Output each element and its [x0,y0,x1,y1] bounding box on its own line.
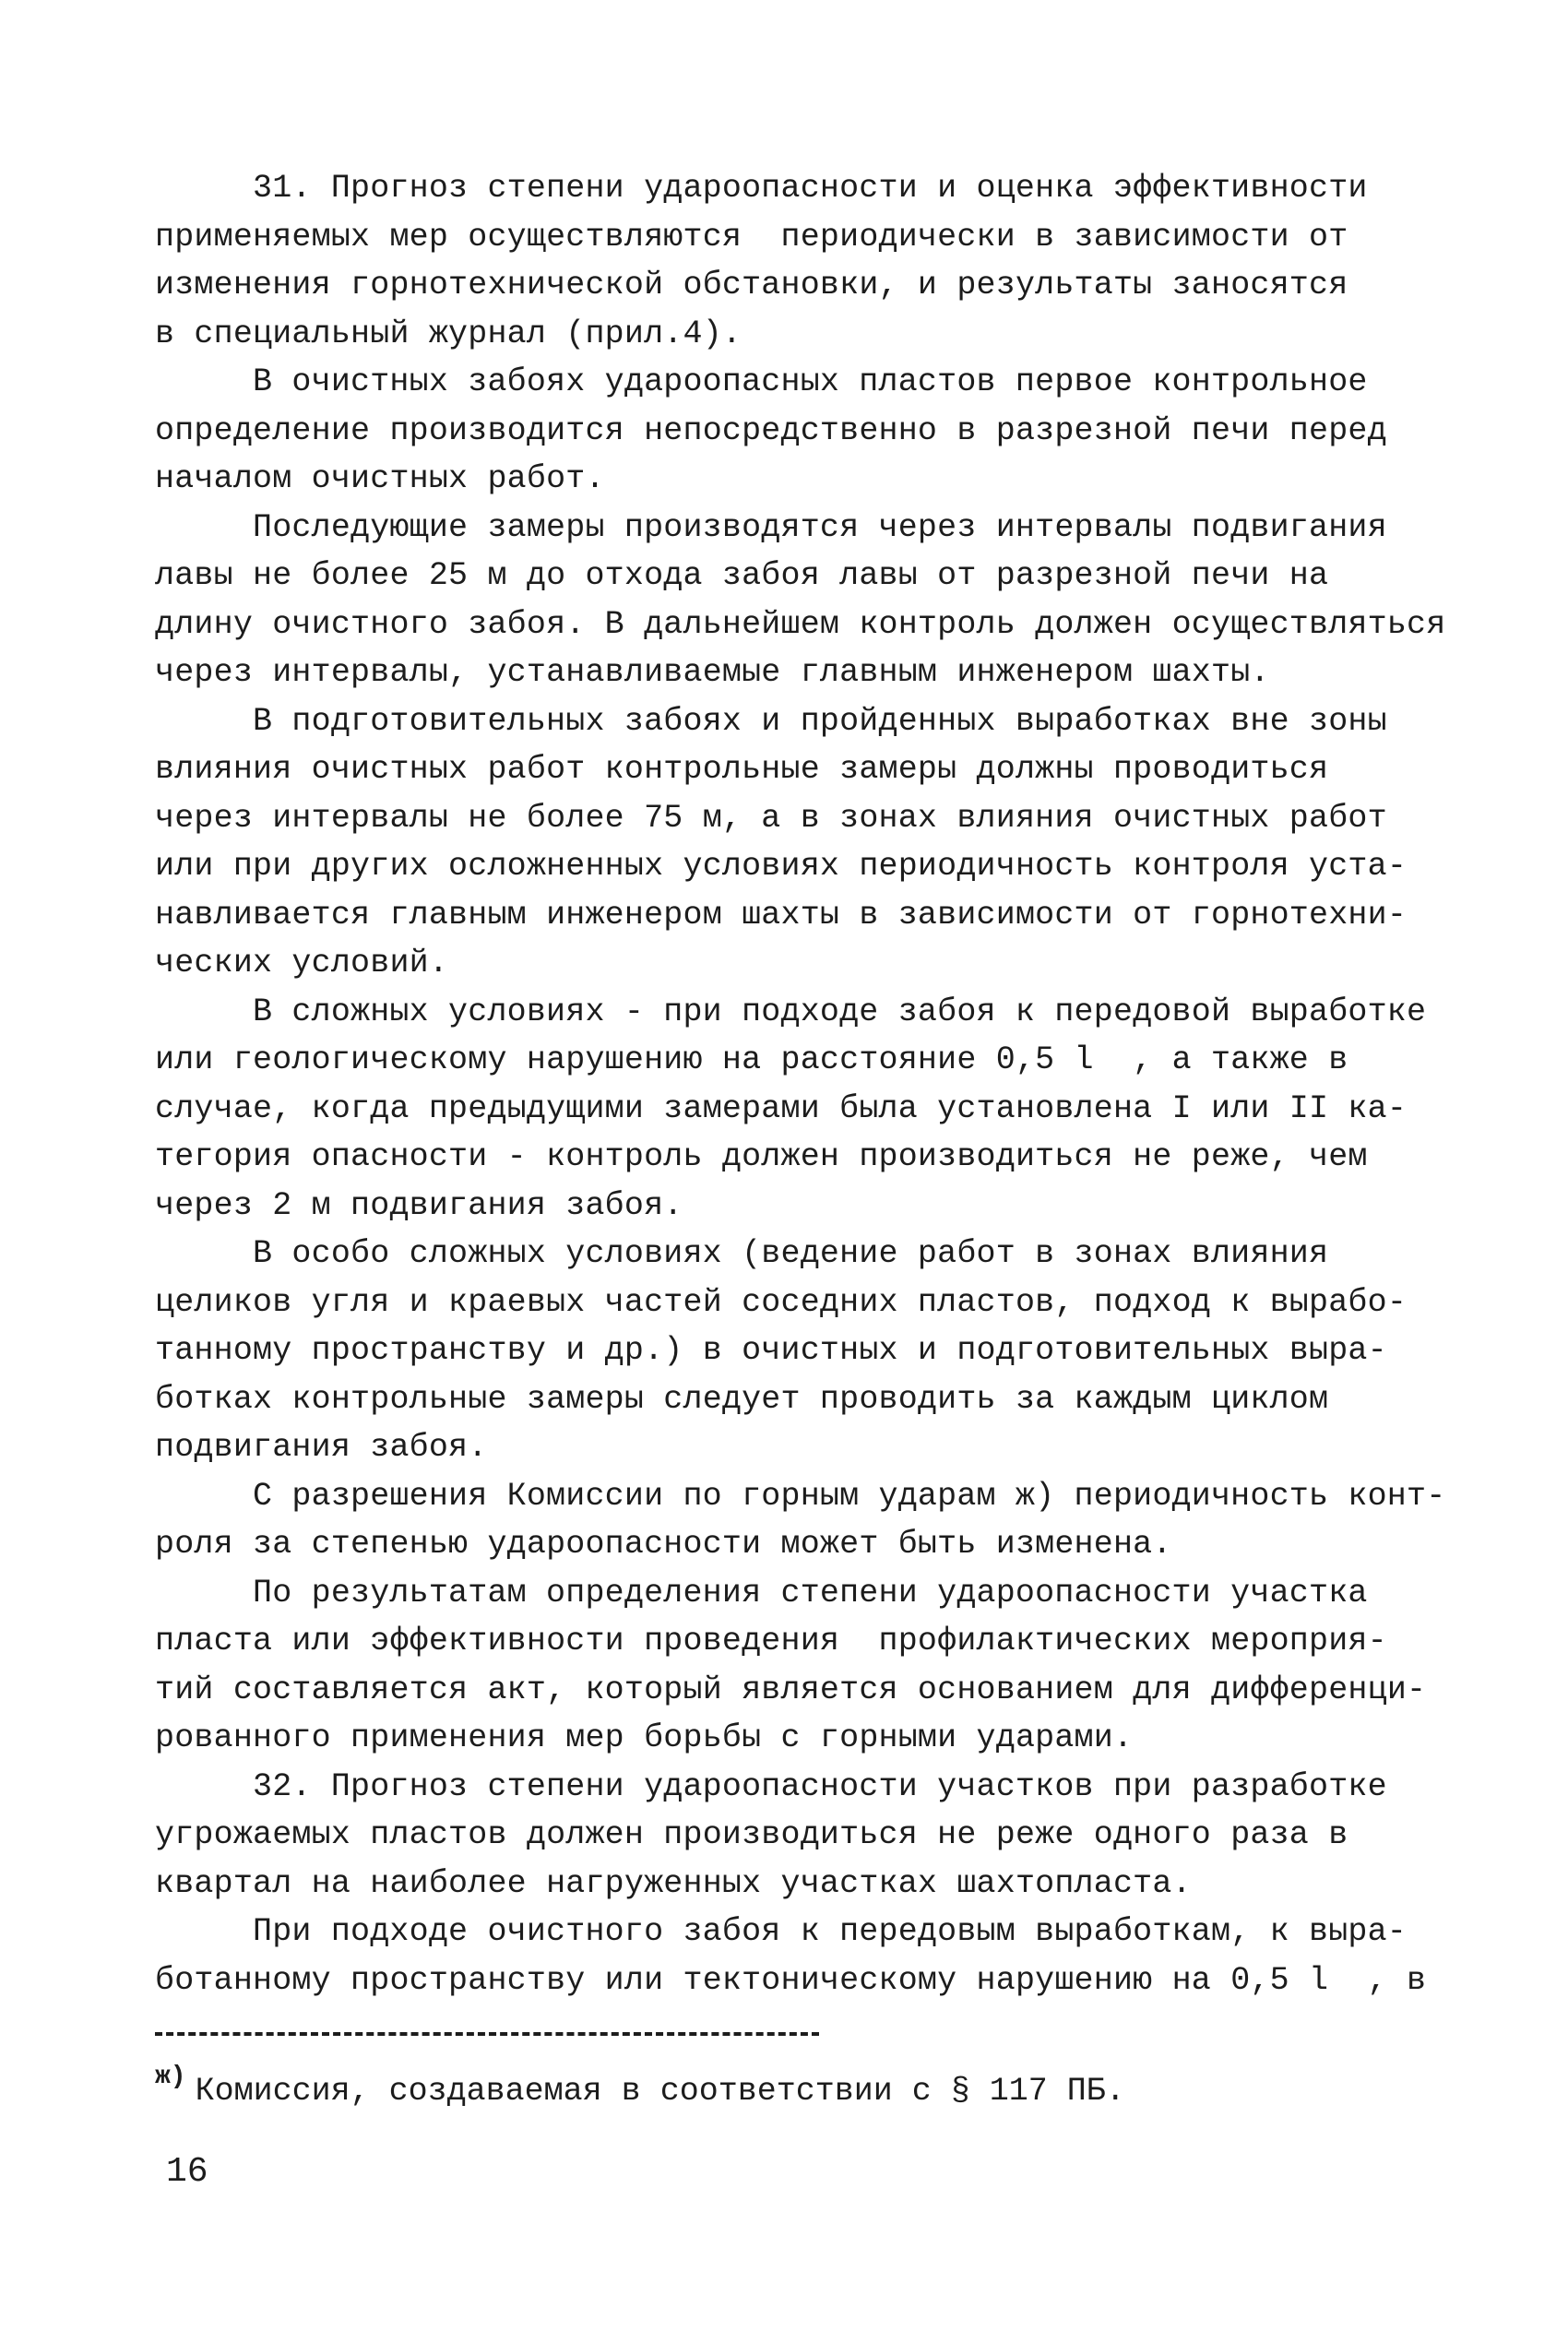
text-line: рованного применения мер борьбы с горными ударами. [155,1719,1134,1756]
text-line: определение производится непосредственно в разрезной печи перед [155,411,1387,449]
text-line: ботках контрольные замеры следует проводить за каждым циклом [155,1380,1329,1418]
text-line: 32. Прогноз степени удароопасности участков при разработке [253,1767,1387,1805]
text-line: или геологическому нарушению на расстояние 0,5 l , а также в [155,1041,1348,1078]
text-line: случае, когда предыдущими замерами была установлена I или II ка- [155,1089,1408,1127]
text-line: тий составляется акт, который является основанием для дифференци- [155,1671,1427,1708]
text-line: В очистных забоях удароопасных пластов первое контрольное [253,363,1368,400]
text-line: Последующие замеры производятся через интервалы подвигания [253,508,1387,546]
text-line: в специальный журнал (прил.4). [155,315,742,352]
text-line: С разрешения Комиссии по горным ударам ж) периодичность конт- [253,1477,1446,1515]
text-line: лавы не более 25 м до отхода забоя лавы от разрезной печи на [155,557,1329,594]
footnote-mark: ж) [155,2063,186,2091]
text-line: целиков угля и краевых частей соседних пластов, подход к вырабо- [155,1283,1408,1321]
footnote-separator [155,2032,819,2036]
text-line: ческих условий. [155,945,449,981]
text-line: роля за степенью удароопасности может быть изменена. [155,1526,1172,1563]
text-line: влияния очистных работ контрольные замеры должны проводиться [155,751,1329,788]
text-line: изменения горнотехнической обстановки, и результаты заносятся [155,267,1348,303]
text-line: применяемых мер осуществляются периодически в зависимости от [155,218,1348,256]
text-line: через интервалы не более 75 м, а в зонах влияния очистных работ [155,799,1387,837]
text-line: В особо сложных условиях (ведение работ в зонах влияния [253,1235,1329,1272]
text-line: танному пространству и др.) в очистных и подготовительных выра- [155,1332,1387,1369]
text-line: тегория опасности - контроль должен производиться не реже, чем [155,1138,1368,1175]
text-line: подвигания забоя. [155,1429,488,1466]
text-line: через 2 м подвигания забоя. [155,1186,683,1224]
text-line: через интервалы, устанавливаемые главным инженером шахты. [155,654,1270,691]
text-line: 31. Прогноз степени удароопасности и оценка эффективности [253,170,1368,207]
footnote-text: Комиссия, создаваемая в соответствии с § 117 ПБ. [195,2073,1125,2110]
text-line: квартал на наиболее нагруженных участках шахтопласта. [155,1864,1192,1902]
text-line: В сложных условиях - при подходе забоя к передовой выработке [253,993,1427,1030]
text-line: или при других осложненных условиях периодичность контроля уста- [155,848,1408,885]
text-line: ботанному пространству или тектоническому нарушению на 0,5 l , в [155,1961,1427,1999]
body-text [155,164,1483,2004]
footnote [155,2050,1446,2119]
text-line: пласта или эффективности проведения профилактических мероприя- [155,1623,1387,1659]
page-number: 16 [166,2152,208,2192]
text-line: угрожаемых пластов должен производиться не реже одного раза в [155,1816,1348,1853]
text-line: По результатам определения степени удароопасности участка [253,1574,1368,1611]
text-line: При подходе очистного забоя к передовым выработкам, к выра- [253,1913,1408,1950]
text-line: длину очистного забоя. В дальнейшем контроль должен осуществляться [155,605,1446,643]
text-line: В подготовительных забоях и пройденных выработках вне зоны [253,702,1387,740]
text-line: началом очистных работ. [155,460,605,497]
text-line: навливается главным инженером шахты в зависимости от горнотехни- [155,896,1408,934]
